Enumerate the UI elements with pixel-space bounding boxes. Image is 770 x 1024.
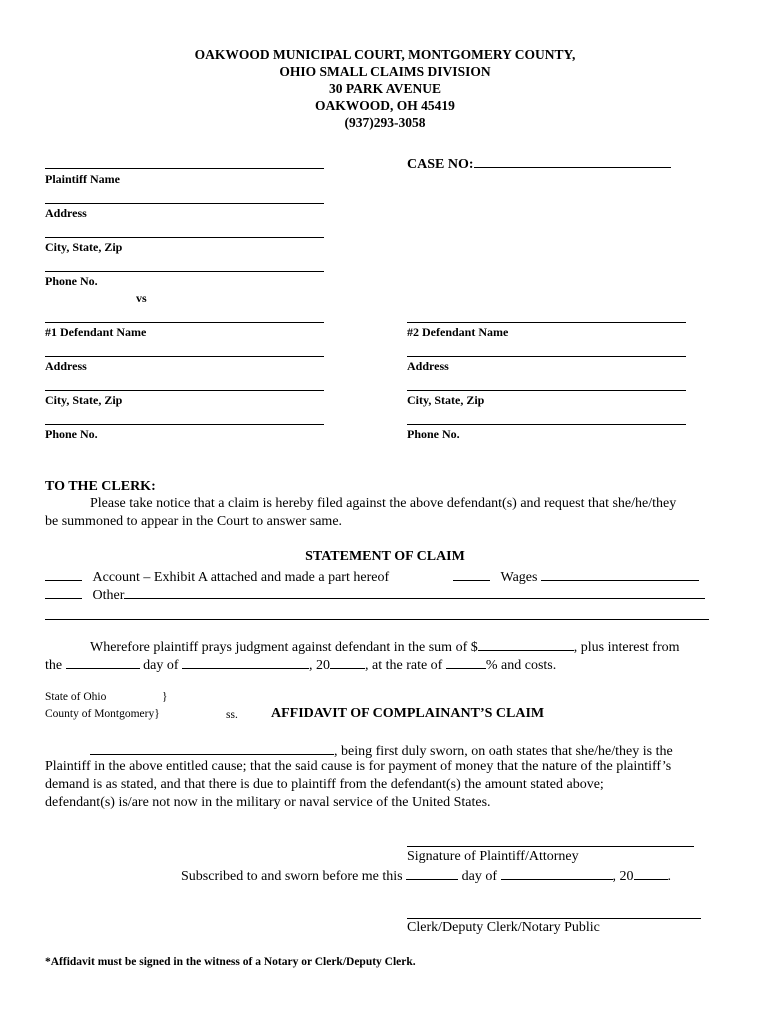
statement-heading: STATEMENT OF CLAIM [305,549,465,564]
account-label: Account – Exhibit A attached and made a part hereof [92,570,390,585]
court-name-line2: OHIO SMALL CLAIMS DIVISION [279,64,491,79]
interest-rate-field[interactable] [446,655,486,669]
sworn-row [181,866,671,885]
venue-county-row [45,708,160,720]
case-number-label-text: CASE NO: [407,157,474,172]
wages-label: Wages [500,570,538,585]
defendant1-city-field[interactable] [45,390,324,391]
clerk-notice-line2: be summoned to appear in the Court to answer same. [45,514,343,529]
defendant1-phone-field[interactable] [45,424,324,425]
venue-county: County of Montgomery [45,708,155,720]
wherefore-text-3: the [45,658,63,673]
wherefore-text-5: , 20 [309,658,330,673]
sworn-text-2: day of [461,869,498,884]
defendant2-city-label: City, State, Zip [407,393,485,407]
wherefore-text-6: , at the rate of [365,658,443,673]
plaintiff-phone-label: Phone No. [45,274,98,288]
plaintiff-signature-label: Signature of Plaintiff/Attorney [407,849,579,864]
venue-brace-top: } [162,691,168,703]
case-number-label [407,154,671,173]
plaintiff-phone-field[interactable] [45,271,324,272]
other-row [45,585,705,604]
other-label: Other [92,588,125,603]
venue-ss: ss. [226,709,238,721]
clerk-notice-line1: Please take notice that a claim is hereby filed against the above defendant(s) and request that she/he/they [90,496,677,511]
court-address-street: 30 PARK AVENUE [328,81,441,96]
court-address-city: OAKWOOD, OH 45419 [315,98,455,113]
sworn-text-1: Subscribed to and sworn before me this [181,869,403,884]
court-name-line1: OAKWOOD MUNICIPAL COURT, MONTGOMERY COUNTY, [194,47,576,62]
wherefore-line1 [90,637,680,656]
wherefore-text-4: day of [143,658,179,673]
wherefore-text-1: Wherefore plaintiff prays judgment against defendant in the sum of $ [90,640,478,655]
defendant2-name-label: #2 Defendant Name [407,325,509,339]
plaintiff-name-field[interactable] [45,168,324,169]
venue-brace-bottom: } [154,708,160,720]
wages-check-field[interactable] [453,567,490,581]
sworn-day-field[interactable] [406,866,458,880]
interest-month-field[interactable] [182,655,309,669]
wherefore-line2 [45,655,556,674]
other-description-field[interactable] [124,585,705,599]
clerk-signature-field[interactable] [407,918,701,919]
plaintiff-name-label: Plaintiff Name [45,172,120,186]
plaintiff-city-field[interactable] [45,237,324,238]
wages-row [453,567,699,586]
defendant2-city-field[interactable] [407,390,686,391]
case-number-field[interactable] [474,154,671,168]
affiant-name-field[interactable] [90,741,334,755]
affidavit-line3: demand is as stated, and that there is due to plaintiff from the defendant(s) the amount stated above; [45,777,604,792]
sworn-text-3: , 20 [612,869,634,884]
defendant2-address-field[interactable] [407,356,686,357]
defendant1-city-label: City, State, Zip [45,393,123,407]
plaintiff-address-field[interactable] [45,203,324,204]
defendant2-phone-field[interactable] [407,424,686,425]
defendant1-name-field[interactable] [45,322,324,323]
wherefore-text-2: , plus interest from [573,640,680,655]
wages-amount-field[interactable] [541,567,699,581]
plaintiff-address-label: Address [45,206,87,220]
other-check-field[interactable] [45,585,82,599]
venue-state: State of Ohio [45,691,107,703]
sworn-text-4: . [667,869,672,884]
affidavit-heading: AFFIDAVIT OF COMPLAINANT’S CLAIM [271,706,545,721]
account-row [45,567,389,586]
plaintiff-signature-field[interactable] [407,846,694,847]
affidavit-text-1: , being first duly sworn, on oath states that she/he/they is the [334,744,673,759]
account-check-field[interactable] [45,567,82,581]
interest-day-field[interactable] [66,655,140,669]
wherefore-text-7: % and costs. [485,658,557,673]
clerk-heading: TO THE CLERK: [45,479,156,494]
defendant2-phone-label: Phone No. [407,427,460,441]
defendant1-address-label: Address [45,359,87,373]
defendant1-name-label: #1 Defendant Name [45,325,147,339]
affidavit-line1 [90,741,673,760]
defendant1-address-field[interactable] [45,356,324,357]
sworn-month-field[interactable] [501,866,613,880]
claim-amount-field[interactable] [478,637,574,651]
defendant1-phone-label: Phone No. [45,427,98,441]
defendant2-address-label: Address [407,359,449,373]
court-phone: (937)293-3058 [344,115,426,130]
other-description-line2[interactable] [45,619,709,620]
versus-label: vs [136,291,147,305]
affidavit-line2: Plaintiff in the above entitled cause; that the said cause is for payment of money that the nature of the plaintiff’s [45,759,672,774]
clerk-signature-label: Clerk/Deputy Clerk/Notary Public [407,920,600,935]
plaintiff-city-label: City, State, Zip [45,240,123,254]
defendant2-name-field[interactable] [407,322,686,323]
footnote: *Affidavit must be signed in the witness of a Notary or Clerk/Deputy Clerk. [45,956,416,968]
affidavit-line4: defendant(s) is/are not now in the military or naval service of the United States. [45,795,491,810]
interest-year-field[interactable] [330,655,365,669]
sworn-year-field[interactable] [634,866,668,880]
